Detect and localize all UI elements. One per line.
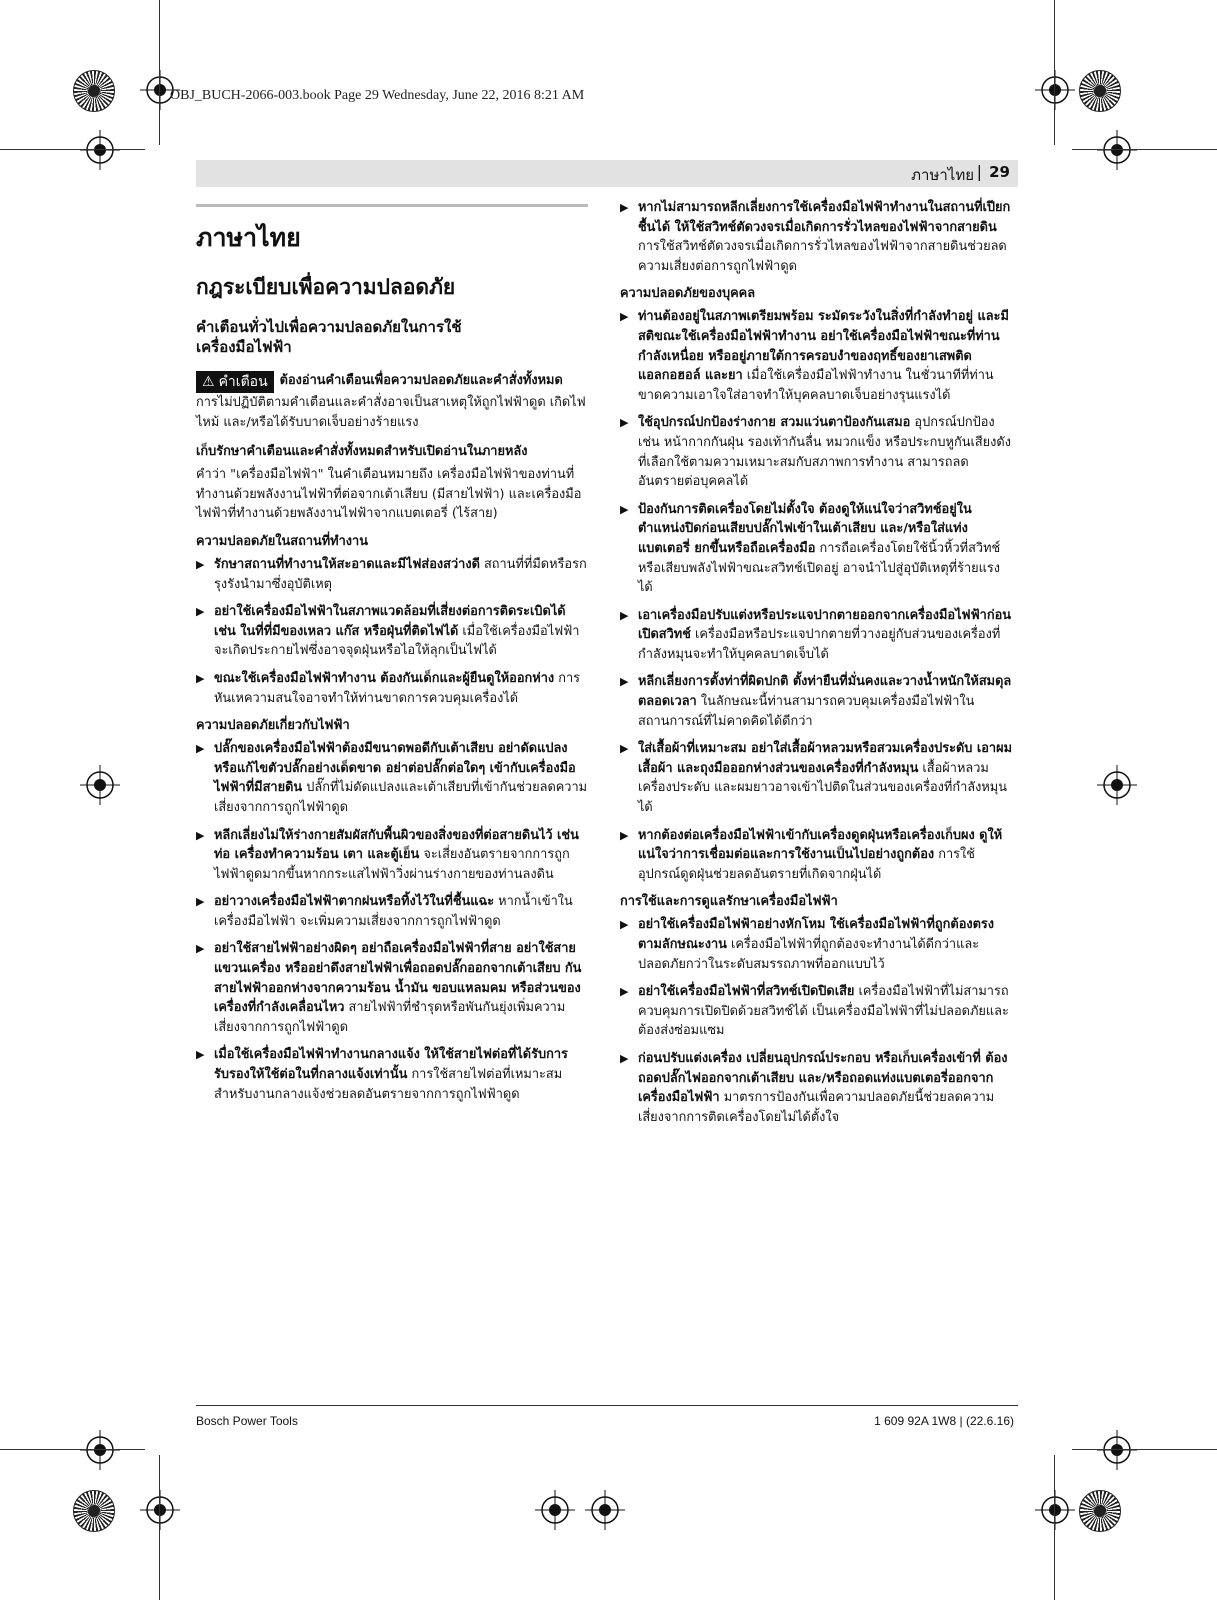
right-column: [620, 198, 1014, 1135]
crosshair-registration-mark: [140, 1490, 180, 1530]
trim-mark: [1054, 0, 1055, 145]
list-item: ▶ ป้องกันการติดเครื่องโดยไม่ตั้งใจ ต้องดูให้แน่ใจว่าสวิทช์อยู่ในตำแหน่งปิดก่อนเสียบปลั๊กไฟเข้าในเต้าเสียบ และ/หรือใส่แท่งแบตเตอรี่ ยกขึ้นหรือถือเครื่องมือ การถือเครื่องโดยใช้นิ้วหิ้วที่สวิทช์ หรือเสียบพลังไฟฟ้าขณะสวิทช์เปิดอยู่ อาจนำไปสู่อุบัติเหตุที่ร้ายแรงได้: [620, 501, 1001, 596]
list-item: ▶ เอาเครื่องมือปรับแต่งหรือประแจปากตายออกจากเครื่องมือไฟฟ้าก่อนเปิดสวิทช์ เครื่องมือหรือประแจปากตายที่วางอยู่กับส่วนของเครื่องที่กำลังหมุนจะทำให้บุคคลบาดเจ็บได้: [620, 607, 1012, 662]
crosshair-registration-mark: [1097, 1430, 1137, 1470]
bullet-arrow-icon: ▶: [196, 895, 205, 909]
bullet-arrow-icon: ▶: [620, 1051, 629, 1065]
list-item: ▶ หลีกเลี่ยงการตั้งท่าที่ผิดปกติ ตั้งท่ายืนที่มั่นคงและวางน้ำหนักให้สมดุลตลอดเวลา ในลักษณะนี้ท่านสามารถควบคุมเครื่องมือไฟฟ้าในสถานการณ์ที่ไม่คาดคิดได้ดีกว่า: [620, 674, 1012, 729]
bullet-arrow-icon: ▶: [196, 557, 205, 571]
page-header-band: [196, 160, 1018, 187]
footer-doc-number: 1 609 92A 1W8 | (22.6.16): [874, 1414, 1014, 1428]
color-registration-rosette: [1079, 1490, 1121, 1532]
bullet-arrow-icon: ▶: [196, 942, 205, 956]
list-item: ▶ รักษาสถานที่ทำงานให้สะอาดและมีไฟส่องสว่างดี สถานที่ที่มืดหรือรกรุงรังนำมาซึ่งอุบัติเหตุ: [196, 556, 587, 592]
footer-brand: Bosch Power Tools: [196, 1414, 298, 1428]
page-number: 29: [989, 163, 1010, 181]
trim-mark: [1054, 1455, 1055, 1600]
bullet-arrow-icon: ▶: [196, 605, 205, 619]
list-item: ▶ ปลั๊กของเครื่องมือไฟฟ้าต้องมีขนาดพอดีกับเต้าเสียบ อย่าดัดแปลงหรือแก้ไขตัวปลั๊กอย่างเด็ดขาด อย่าต่อปลั๊กต่อใดๆ เข้ากับเครื่องมือไฟฟ้าที่มีสายดิน ปลั๊กที่ไม่ดัดแปลงและเต้าเสียบที่เข้ากันช่วยลดความเสี่ยงจากการถูกไฟฟ้าดูด: [196, 741, 588, 815]
bullet-arrow-icon: ▶: [620, 310, 629, 324]
subsection-title: คำเตือนทั่วไปเพื่อความปลอดภัยในการใช้เครื่องมือไฟฟ้า: [196, 318, 462, 356]
left-column: [196, 204, 588, 1112]
bullet-arrow-icon: ▶: [196, 1048, 205, 1062]
trim-mark: [159, 0, 160, 145]
list-item: ▶ ใส่เสื้อผ้าที่เหมาะสม อย่าใส่เสื้อผ้าหลวมหรือสวมเครื่องประดับ เอาผม เสื้อผ้า และถุงมือออกห่างส่วนของเครื่องที่กำลังหมุน เสื้อผ้าหลวม เครื่องประดับ และผมยาวอาจเข้าไปติดในส่วนของเครื่องที่กำลังหมุนได้: [620, 741, 1013, 816]
trim-mark: [1072, 149, 1217, 150]
trim-mark: [0, 1449, 145, 1450]
electrical-safety-heading: ความปลอดภัยเกี่ยวกับไฟฟ้า: [196, 718, 350, 734]
list-item: ▶ หากไม่สามารถหลีกเลี่ยงการใช้เครื่องมือไฟฟ้าทำงานในสถานที่เปียกชื้นได้ ให้ใช้สวิทช์ตัดวงจรเมื่อเกิดการรั่วไหลของไฟฟ้าจากสายดิน การใช้สวิทช์ตัดวงจรเมื่อเกิดการรั่วไหลของไฟฟ้าจากสายดินช่วยลดความเสี่ยงต่อการถูกไฟฟ้าดูด: [620, 200, 1011, 274]
bullet-arrow-icon: ▶: [620, 416, 629, 430]
color-registration-rosette: [1079, 70, 1121, 112]
bullet-arrow-icon: ▶: [620, 502, 629, 516]
usage-care-heading: การใช้และการดูแลรักษาเครื่องมือไฟฟ้า: [620, 894, 838, 910]
crosshair-registration-mark: [585, 1490, 625, 1530]
trim-mark: [1072, 1449, 1217, 1450]
trim-mark: [0, 149, 145, 150]
trim-mark: [159, 1455, 160, 1600]
crosshair-registration-mark: [1097, 130, 1137, 170]
page-header-separator: |: [976, 162, 982, 181]
crosshair-registration-mark: [1097, 765, 1137, 805]
list-item: ▶ อย่าใช้เครื่องมือไฟฟ้าในสภาพแวดล้อมที่เสี่ยงต่อการติดระเบิดได้ เช่น ในที่ที่มีของเหลว แก๊ส หรือฝุ่นที่ติดไฟได้ เมื่อใช้เครื่องมือไฟฟ้าจะเกิดประกายไฟซึ่งอาจจุดฝุ่นหรือไอให้ลุกเป็นไฟได้: [196, 604, 580, 659]
warning-triangle-icon: ⚠: [202, 374, 215, 390]
page-title: ภาษาไทย: [196, 223, 301, 252]
bullet-arrow-icon: ▶: [620, 985, 629, 999]
list-item: ▶ อย่าวางเครื่องมือไฟฟ้าตากฝนหรือทิ้งไว้ในที่ชื้นแฉะ หากน้ำเข้าในเครื่องมือไฟฟ้า จะเพิ่มความเสี่ยงจากการถูกไฟฟ้าดูด: [196, 894, 573, 929]
bullet-arrow-icon: ▶: [196, 828, 205, 842]
list-item: ▶ ใช้อุปกรณ์ปกป้องร่างกาย สวมแว่นตาป้องกันเสมอ อุปกรณ์ปกป้อง เช่น หน้ากากกันฝุ่น รองเท้ากันลื่น หมวกแข็ง หรือประกบหูกันเสียงดัง ที่เลือกใช้ตามความเหมาะสมกับสภาพการทำงาน สามารถลดอันตรายต่อบุคคลได้: [620, 415, 1011, 490]
bullet-arrow-icon: ▶: [620, 201, 629, 214]
list-item: ▶ หากต้องต่อเครื่องมือไฟฟ้าเข้ากับเครื่องดูดฝุ่นหรือเครื่องเก็บผง ดูให้แน่ใจว่าการเชื่อมต่อและการใช้งานเป็นไปอย่างถูกต้อง การใช้อุปกรณ์ดูดฝุ่นช่วยลดอันตรายที่เกิดจากฝุ่นได้: [620, 827, 1003, 882]
crosshair-registration-mark: [80, 765, 120, 805]
warning-badge: ⚠ คำเตือน: [196, 371, 274, 393]
color-registration-rosette: [73, 70, 115, 112]
file-header: OBJ_BUCH-2066-003.book Page 29 Wednesday, June 22, 2016 8:21 AM: [170, 88, 585, 103]
crosshair-registration-mark: [535, 1490, 575, 1530]
bullet-arrow-icon: ▶: [620, 742, 629, 756]
warning-bold-text: ต้องอ่านคำเตือนเพื่อความปลอดภัยและคำสั่งทั้งหมด: [279, 373, 563, 388]
keep-paragraph: คำว่า "เครื่องมือไฟฟ้า" ในคำเตือนหมายถึง เครื่องมือไฟฟ้าของท่านที่ทำงานด้วยพลังงานไฟฟ้าที่ต่อจากเต้าเสียบ (มีสายไฟฟ้า) และเครื่องมือไฟฟ้าที่ทำงานด้วยพลังงานไฟฟ้าจากแบตเตอรี่ (ไร้สาย): [196, 467, 582, 522]
footer-rule: [196, 1405, 1018, 1406]
bullet-arrow-icon: ▶: [196, 742, 205, 756]
warning-text: การไม่ปฏิบัติตามคำเตือนและคำสั่งอาจเป็นสาเหตุให้ถูกไฟฟ้าดูด เกิดไฟไหม้ และ/หรือได้รับบาดเจ็บอย่างร้ายแรง: [196, 395, 586, 430]
list-item: ▶ อย่าใช้เครื่องมือไฟฟ้าอย่างหักโหม ใช้เครื่องมือไฟฟ้าที่ถูกต้องตรงตามลักษณะงาน เครื่องมือไฟฟ้าที่ถูกต้องจะทำงานได้ดีกว่าและปลอดภัยกว่าในระดับสมรรถภาพที่ออกแบบไว้: [620, 917, 995, 972]
crosshair-registration-mark: [1035, 70, 1075, 110]
list-item: ▶ อย่าใช้เครื่องมือไฟฟ้าที่สวิทช์เปิดปิดเสีย เครื่องมือไฟฟ้าที่ไม่สามารถควบคุมการเปิดปิดด้วยสวิทช์ได้ เป็นเครื่องมือไฟฟ้าที่ไม่ปลอดภัยและต้องส่งซ่อมแซม: [620, 984, 1009, 1039]
personal-safety-heading: ความปลอดภัยของบุคคล: [620, 286, 756, 302]
crosshair-registration-mark: [80, 130, 120, 170]
warning-paragraph: [196, 371, 588, 432]
bullet-arrow-icon: ▶: [620, 918, 629, 932]
bullet-arrow-icon: ▶: [620, 828, 629, 842]
crosshair-registration-mark: [1035, 1490, 1075, 1530]
list-item: ▶ ขณะใช้เครื่องมือไฟฟ้าทำงาน ต้องกันเด็กและผู้ยืนดูให้ออกห่าง การหันเหความสนใจอาจทำให้ท่านขาดการควบคุมเครื่องได้: [196, 670, 581, 706]
page-header-language: ภาษาไทย: [911, 166, 974, 184]
list-item: ▶ อย่าใช้สายไฟฟ้าอย่างผิดๆ อย่าถือเครื่องมือไฟฟ้าที่สาย อย่าใช้สายแขวนเครื่อง หรืออย่าดึงสายไฟฟ้าเพื่อถอดปลั๊กออกจากเต้าเสียบ กันสายไฟฟ้าออกห่างจากความร้อน น้ำมัน ขอบแหลมคม หรือส่วนของเครื่องที่กำลังเคลื่อนไหว สายไฟฟ้าที่ชำรุดหรือพันกันยุ่งเพิ่มความเสี่ยงจากการถูกไฟฟ้าดูด: [196, 941, 582, 1035]
bullet-arrow-icon: ▶: [620, 608, 629, 622]
section-title: กฎระเบียบเพื่อความปลอดภัย: [196, 275, 456, 299]
list-item: ▶ ก่อนปรับแต่งเครื่อง เปลี่ยนอุปกรณ์ประกอบ หรือเก็บเครื่องเข้าที่ ต้องถอดปลั๊กไฟออกจากเต้าเสียบ และ/หรือถอดแท่งแบตเตอรี่ออกจากเครื่องมือไฟฟ้า มาตรการป้องกันเพื่อความปลอดภัยนี้ช่วยลดความเสี่ยงจากการติดเครื่องโดยไม่ได้ตั้งใจ: [620, 1050, 1008, 1125]
list-item: ▶ ท่านต้องอยู่ในสภาพเตรียมพร้อม ระมัดระวังในสิ่งที่กำลังทำอยู่ และมีสติขณะใช้เครื่องมือไฟฟ้าทำงาน อย่าใช้เครื่องมือไฟฟ้าขณะที่ท่านกำลังเหนื่อย หรืออยู่ภายใต้การครอบงำของฤทธิ์ของยาเสพติด แอลกอฮอล์ และยา เมื่อใช้เครื่องมือไฟฟ้าทำงาน ในชั่วนาทีที่ท่านขาดความเอาใจใส่อาจทำให้บุคคลบาดเจ็บอย่างรุนแรงได้: [620, 309, 1009, 403]
keep-heading: เก็บรักษาคำเตือนและคำสั่งทั้งหมดสำหรับเปิดอ่านในภายหลัง: [196, 444, 528, 460]
title-rule: [196, 204, 588, 207]
bullet-arrow-icon: ▶: [620, 675, 629, 689]
crosshair-registration-mark: [80, 1430, 120, 1470]
work-safety-heading: ความปลอดภัยในสถานที่ทำงาน: [196, 533, 368, 549]
color-registration-rosette: [73, 1490, 115, 1532]
bullet-arrow-icon: ▶: [196, 671, 205, 685]
list-item: ▶ หลีกเลี่ยงไม่ให้ร่างกายสัมผัสกับพื้นผิวของสิ่งของที่ต่อสายดินไว้ เช่น ท่อ เครื่องทำความร้อน เตา และตู้เย็น จะเสี่ยงอันตรายจากการถูกไฟฟ้าดูดมากขึ้นหากกระแสไฟฟ้าวิ่งผ่านร่างกายของท่านลงดิน: [196, 827, 579, 882]
list-item: ▶ เมื่อใช้เครื่องมือไฟฟ้าทำงานกลางแจ้ง ให้ใช้สายไฟต่อที่ได้รับการรับรองให้ใช้ต่อในที่กลางแจ้งเท่านั้น การใช้สายไฟต่อที่เหมาะสมสำหรับงานกลางแจ้งช่วยลดอันตรายจากการถูกไฟฟ้าดูด: [196, 1047, 568, 1102]
